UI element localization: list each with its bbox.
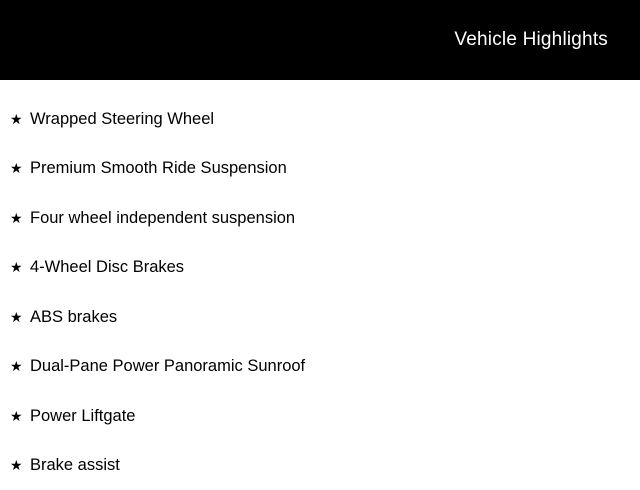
star-icon: ★ (10, 112, 30, 126)
list-item (0, 292, 640, 342)
vehicle-highlights-list (0, 80, 640, 490)
list-item (0, 342, 640, 392)
list-item (0, 144, 640, 194)
highlight-label: Brake assist (30, 455, 120, 475)
star-icon: ★ (10, 310, 30, 324)
list-item (0, 243, 640, 293)
page-title: Vehicle Highlights (454, 29, 608, 51)
star-icon: ★ (10, 260, 30, 274)
page-header (0, 0, 640, 80)
star-icon: ★ (10, 409, 30, 423)
star-icon: ★ (10, 211, 30, 225)
star-icon: ★ (10, 161, 30, 175)
list-item (0, 391, 640, 441)
list-item (0, 193, 640, 243)
highlight-label: Premium Smooth Ride Suspension (30, 158, 287, 178)
highlight-label: 4-Wheel Disc Brakes (30, 257, 184, 277)
list-item (0, 441, 640, 490)
highlight-label: Power Liftgate (30, 406, 135, 426)
list-item (0, 94, 640, 144)
highlight-label: Dual-Pane Power Panoramic Sunroof (30, 356, 305, 376)
highlight-label: ABS brakes (30, 307, 117, 327)
star-icon: ★ (10, 458, 30, 472)
highlight-label: Four wheel independent suspension (30, 208, 295, 228)
star-icon: ★ (10, 359, 30, 373)
highlight-label: Wrapped Steering Wheel (30, 109, 214, 129)
